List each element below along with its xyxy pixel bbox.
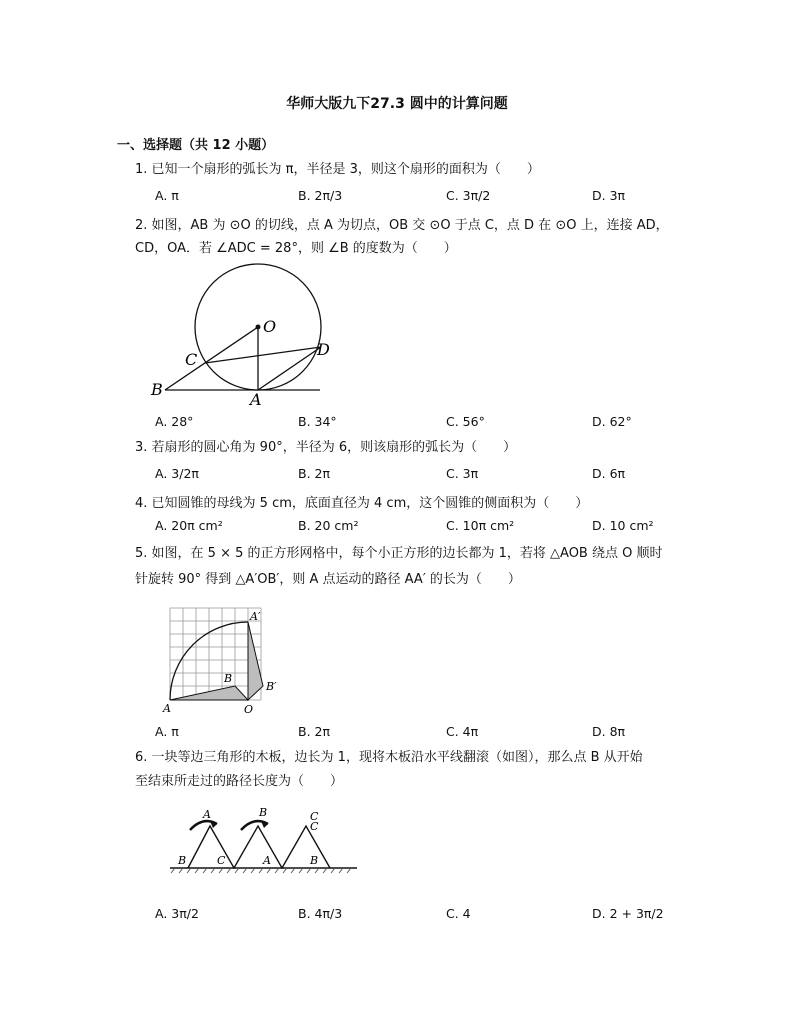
page-title: 华师大版九下27.3 圆中的计算问题 — [286, 96, 508, 112]
question-3-stem: 3. 若扇形的圆心角为 90°，半径为 6，则该扇形的弧长为（ ） — [135, 440, 517, 455]
option-c: C. 4π — [446, 724, 479, 739]
question-5-options — [155, 724, 675, 746]
point-a-label: A — [250, 390, 262, 407]
vertex-c-label-2: C — [310, 820, 319, 833]
question-5-stem-line-2: 针旋转 90° 得到 △A′OB′，则 A 点运动的路径 AA′ 的长为（ ） — [135, 572, 521, 587]
option-c: C. 3π — [446, 466, 479, 481]
vertex-c-label-1: C — [217, 854, 226, 867]
question-2-stem-line-1: 2. 如图，AB 为 ⊙O 的切线，点 A 为切点，OB 交 ⊙O 于点 C，点 D 在 ⊙O 上，连接 AD， — [135, 218, 669, 233]
question-6-stem-line-2: 至结束所走过的路径长度为（ ） — [135, 774, 344, 789]
question-1-stem: 1. 已知一个扇形的弧长为 π，半径是 3，则这个扇形的面积为（ ） — [135, 162, 540, 177]
option-d: D. 6π — [592, 466, 626, 481]
question-1-options — [155, 188, 675, 210]
option-b: B. 34° — [298, 414, 337, 429]
option-c: C. 10π cm² — [446, 518, 515, 533]
option-b: B. 2π — [298, 466, 331, 481]
section-heading: 一、选择题（共 12 小题） — [117, 138, 275, 153]
option-a: A. 3π/2 — [155, 906, 199, 921]
vertex-b-label-2: B — [259, 806, 268, 819]
option-d: D. 2 + 3π/2 — [592, 906, 664, 921]
point-o-label: O — [244, 703, 254, 716]
vertex-a-label-1: A — [203, 808, 211, 821]
option-d: D. 10 cm² — [592, 518, 654, 533]
rolling-triangle-figure — [165, 800, 360, 880]
question-3-options — [155, 466, 675, 488]
question-6-options — [155, 906, 675, 928]
option-a: A. 3/2π — [155, 466, 199, 481]
option-b: B. 4π/3 — [298, 906, 343, 921]
question-6-stem-line-1: 6. 一块等边三角形的木板，边长为 1，现将木板沿水平线翻滚（如图），那么点 B 从开始 — [135, 750, 643, 765]
option-c: C. 56° — [446, 414, 485, 429]
question-2-options — [155, 414, 675, 436]
vertex-a-label-2: A — [263, 854, 271, 867]
question-4-stem: 4. 已知圆锥的母线为 5 cm，底面直径为 4 cm，这个圆锥的侧面积为（ ） — [135, 496, 589, 511]
vertex-b-label-3: B — [310, 854, 319, 867]
grid-rotation-figure — [160, 600, 285, 720]
vertex-c-label-3: C — [310, 810, 319, 823]
option-c: C. 4 — [446, 906, 471, 921]
option-d: D. 3π — [592, 188, 626, 203]
option-d: D. 8π — [592, 724, 626, 739]
point-c-label: C — [185, 350, 198, 369]
point-a-label: A — [163, 702, 171, 715]
option-a: A. π — [155, 188, 179, 203]
question-4-options — [155, 518, 675, 540]
option-a: A. π — [155, 724, 179, 739]
option-c: C. 3π/2 — [446, 188, 491, 203]
point-o-label: O — [263, 317, 277, 336]
point-b-label: B — [151, 380, 163, 399]
option-b: B. 2π/3 — [298, 188, 343, 203]
option-a: A. 20π cm² — [155, 518, 223, 533]
point-b-label: B — [224, 672, 233, 685]
vertex-b-label-1: B — [178, 854, 187, 867]
option-b: B. 2π — [298, 724, 331, 739]
circle-tangent-figure — [145, 262, 335, 407]
option-b: B. 20 cm² — [298, 518, 359, 533]
option-a: A. 28° — [155, 414, 194, 429]
question-2-stem-line-2: CD，OA．若 ∠ADC = 28°，则 ∠B 的度数为（ ） — [135, 241, 457, 256]
point-b-prime-label: B′ — [266, 680, 277, 693]
option-d: D. 62° — [592, 414, 632, 429]
point-a-prime-label: A′ — [250, 610, 261, 623]
question-5-stem-line-1: 5. 如图，在 5 × 5 的正方形网格中，每个小正方形的边长都为 1，若将 △AOB 绕点 O 顺时 — [135, 546, 663, 561]
point-d-label: D — [317, 340, 330, 359]
